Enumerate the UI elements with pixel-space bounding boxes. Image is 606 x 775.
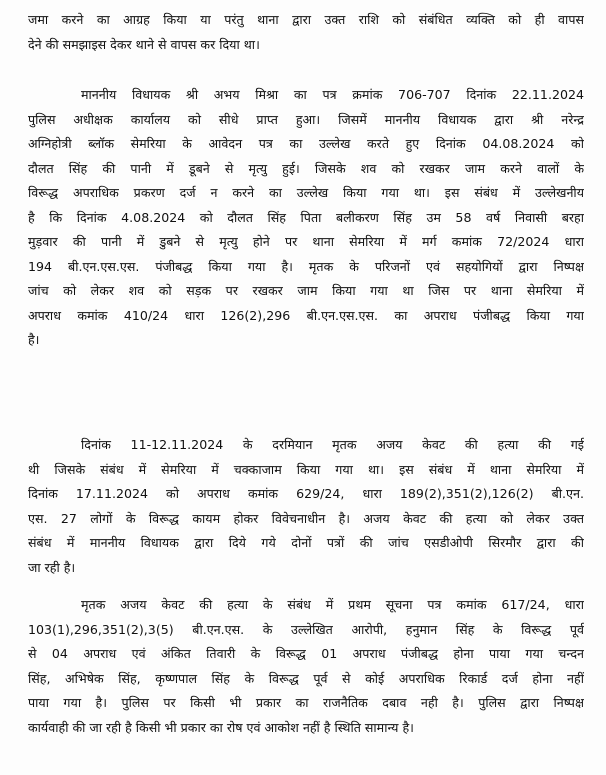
text-line: दिनांक 11-12.11.2024 के दरमियान मृतक अजय केवट की हत्या की गई [81,437,584,452]
text-line: 194 बी.एन.एस.एस. पंजीबद्ध किया गया है। मृतक के परिजनों एवं सहयोगियों द्वारा निष्पक्ष [28,258,584,274]
text-line: देने की समझाइस देकर थाने से वापस कर दिया था। [28,36,260,52]
text-line: थी जिसके संबंध में सेमरिया में चक्काजाम किया गया था। इस संबंध में थाना सेमरिया में [28,461,584,477]
text-line: जांच को लेकर शव को सड़क पर रखकर जाम किया गया था जिस पर थाना सेमरिया में [28,283,584,298]
text-line: मुड़वार की पानी में डुबने से मृत्यु होने पर थाना सेमरिया में मर्ग कमांक 72/2024 धारा [28,234,584,249]
text-line: 103(1),296,351(2),3(5) बी.एन.एस. के उल्लेखित आरोपी, हनुमान सिंह के विरूद्ध पूर्व [28,621,584,637]
text-line: पाया गया है। पुलिस पर किसी भी प्रकार का राजनैतिक दबाव नही है। पुलिस द्वारा निष्पक्ष [28,695,584,710]
text-line: एस. 27 लोगों के विरूद्ध कायम होकर विवेचनाधीन है। अजय केवट की हत्या को लेकर उक्त [28,510,584,526]
text-line: मृतक अजय केवट की हत्या के संबंध में प्रथम सूचना पत्र कमांक 617/24, धारा [81,597,584,612]
text-line: अपराध कमांक 410/24 धारा 126(2),296 बी.एन.एस.एस. का अपराध पंजीबद्ध किया गया [28,307,584,323]
text-line: कार्यवाही की जा रही है किसी भी प्रकार का रोष एवं आकोश नहीं है स्थिति सामान्य है। [28,719,414,735]
text-line: दिनांक 17.11.2024 को अपराध कमांक 629/24, धारा 189(2),351(2),126(2) बी.एन. [28,486,584,501]
text-line: जमा करने का आग्रह किया या परंतु थाना द्वारा उक्त राशि को संबंधित व्यक्ति को ही वापस [28,12,584,27]
text-line: संबंध में माननीय विधायक द्वारा दिये गये दोनों पत्रों की जांच एसडीओपी सिरमौर द्वारा की [28,535,584,550]
paragraph-4 [28,593,584,740]
text-line: है कि दिनांक 4.08.2024 को दौलत सिंह पिता बलीकरण सिंह उम 58 वर्ष निवासी बरहा [28,209,584,225]
text-line: से 04 अपराध एवं अंकित तिवारी के विरूद्ध 01 अपराध पंजीबद्ध होना पाया गया चन्दन [28,646,584,661]
text-line: दौलत सिंह की पानी में डूबने से मृत्यु हुई। जिसके शव को रखकर जाम करने वालों के [28,160,584,176]
text-line: पुलिस अधीक्षक कार्यालय को सीधे प्राप्त हुआ। जिसमें माननीय विधायक द्वारा श्री नरेन्द्र [28,111,584,127]
text-line: विरूद्ध अपराधिक प्रकरण दर्ज न करने का उल्लेख किया गया था। इस संबंध में उल्लेखनीय [28,185,584,200]
text-line: अग्निहोत्री ब्लॉक सेमरिया के आवेदन पत्र का उल्लेख करते हुए दिनांक 04.08.2024 को [28,136,584,151]
text-line: माननीय विधायक श्री अभय मिश्रा का पत्र क्रमांक 706-707 दिनांक 22.11.2024 [81,87,584,102]
text-line: सिंह, अभिषेक सिंह, कृष्णपाल सिंह के विरूद्ध पूर्व से कोई अपराधिक रिकार्ड दर्ज होना नहीं [28,670,584,686]
text-line: जा रही है। [28,559,76,575]
paragraph-3 [28,433,584,580]
text-line: है। [28,332,40,347]
paragraph-1 [28,8,584,57]
paragraph-2 [28,83,584,353]
